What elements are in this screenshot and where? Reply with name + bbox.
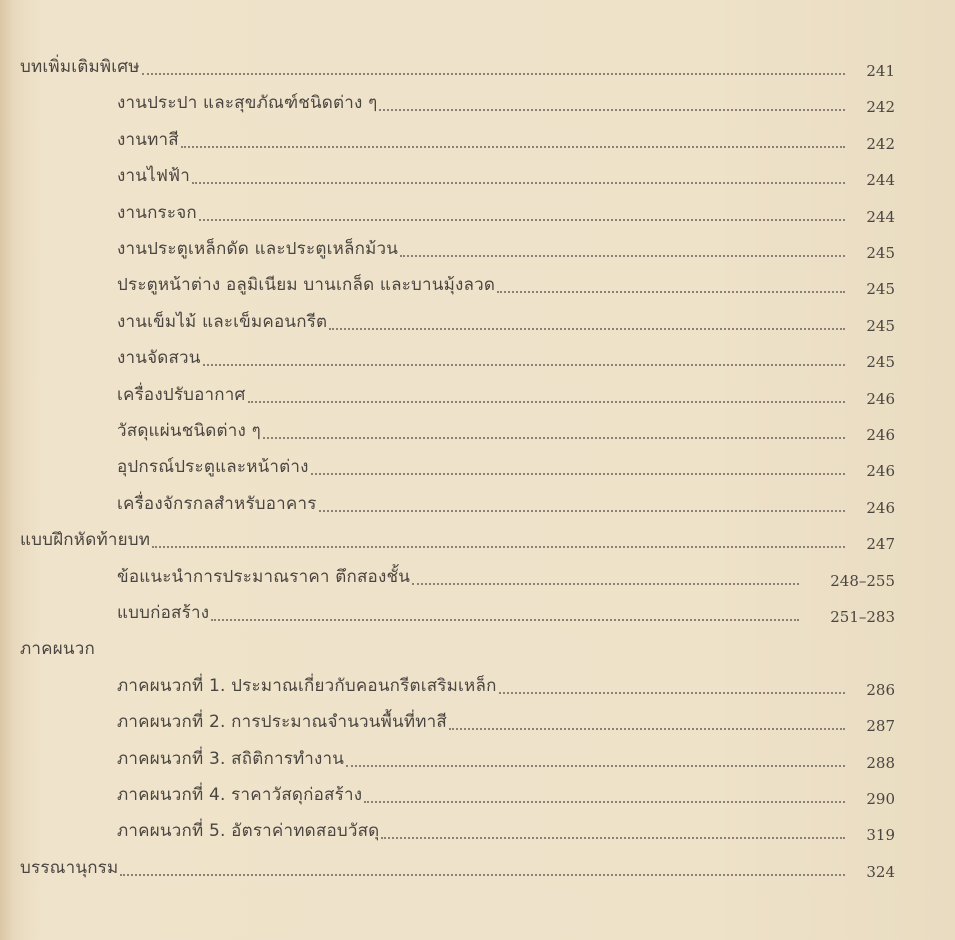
toc-entry-page: 245: [866, 353, 895, 372]
toc-entry: [0, 50, 955, 80]
toc-entry: [0, 159, 955, 189]
toc-entry-page: 251–283: [830, 608, 895, 626]
dot-leader: [346, 765, 845, 767]
toc-entry: [0, 123, 955, 153]
toc-entry: [0, 851, 955, 881]
dot-leader: [248, 401, 845, 403]
toc-entry-title: อุปกรณ์ประตูและหน้าต่าง: [117, 457, 309, 478]
toc-entry-title: แบบก่อสร้าง: [117, 603, 210, 623]
toc-entry-page: 286: [866, 680, 895, 699]
toc-entry-title: ข้อแนะนำการประมาณราคา ตึกสองชั้น: [117, 566, 411, 587]
toc-entry: [0, 268, 955, 298]
dot-leader: [263, 437, 845, 439]
dot-leader: [329, 328, 845, 330]
toc-entry-page: 288: [866, 753, 895, 772]
toc-entry-title: ประตูหน้าต่าง อลูมิเนียม บานเกล็ด และบานมุ้งลวด: [117, 275, 496, 296]
toc-entry-page: 246: [866, 389, 895, 408]
toc-entry: [0, 705, 955, 735]
toc-entry: [0, 414, 955, 444]
toc-entry: [0, 487, 955, 517]
dot-leader: [379, 109, 845, 111]
toc-entry-title: เครื่องจักรกลสำหรับอาคาร: [117, 493, 317, 514]
toc-entry: [0, 378, 955, 408]
dot-leader: [497, 291, 845, 293]
toc-entry-title: แบบฝึกหัดท้ายบท: [20, 530, 151, 551]
toc-entry: [0, 632, 955, 662]
toc-entry-page: 290: [866, 790, 895, 808]
toc-entry-title: งานจัดสวน: [117, 348, 201, 369]
toc-entry-title: บรรณานุกรม: [20, 857, 119, 878]
toc-entry-title: ภาคผนวกที่ 1. ประมาณเกี่ยวกับคอนกรีตเสริมเหล็ก: [117, 675, 497, 696]
toc-entry-page: 247: [866, 535, 895, 554]
toc-entry-page: 241: [866, 62, 895, 80]
toc-entry-title: งานทาสี: [117, 129, 179, 150]
toc-entry-title: งานประปา และสุขภัณฑ์ชนิดต่าง ๆ: [117, 93, 378, 114]
toc-entry-page: 324: [866, 862, 895, 881]
toc-entry-title: งานไฟฟ้า: [117, 166, 191, 187]
toc-entry: [0, 232, 955, 262]
toc-entry: [0, 341, 955, 371]
dot-leader: [412, 583, 799, 585]
dot-leader: [203, 364, 845, 366]
toc-entry-title: ภาคผนวกที่ 5. อัตราค่าทดสอบวัสดุ: [117, 821, 380, 842]
toc-entry-title: งานกระจก: [117, 202, 197, 223]
toc-entry-page: 245: [866, 316, 895, 335]
dot-leader: [449, 728, 845, 730]
dot-leader: [381, 837, 845, 839]
toc-entry-title: เครื่องปรับอากาศ: [117, 384, 246, 405]
toc-entry: [0, 778, 955, 808]
toc-entry-title: ภาคผนวกที่ 4. ราคาวัสดุก่อสร้าง: [117, 785, 363, 805]
toc-entry-page: 245: [866, 244, 895, 262]
toc-entry-page: 246: [866, 498, 895, 517]
toc-entry-title: วัสดุแผ่นชนิดต่าง ๆ: [117, 421, 261, 441]
toc-entry: [0, 450, 955, 480]
dot-leader: [319, 510, 845, 512]
toc-entry: [0, 596, 955, 626]
dot-leader: [142, 73, 845, 75]
toc-entry-title: ภาคผนวก: [20, 639, 95, 660]
toc-entry-page: 242: [866, 134, 895, 153]
dot-leader: [192, 182, 845, 184]
toc-entry-page: 244: [866, 171, 895, 190]
toc-entry: [0, 305, 955, 335]
toc-entry-page: 248–255: [830, 571, 895, 590]
toc-entry-page: 246: [866, 426, 895, 444]
toc-entry-page: 319: [866, 826, 895, 845]
dot-leader: [400, 255, 845, 257]
toc-entry: [0, 86, 955, 116]
toc-entry: [0, 742, 955, 772]
toc-entry: [0, 814, 955, 844]
toc-entry-title: งานเข็มไม้ และเข็มคอนกรีต: [117, 311, 328, 332]
dot-leader: [181, 146, 845, 148]
toc-entry-title: ภาคผนวกที่ 2. การประมาณจำนวนพื้นที่ทาสี: [117, 712, 447, 733]
toc-entry-title: งานประตูเหล็กดัด และประตูเหล็กม้วน: [117, 239, 399, 259]
toc-entry-page: 244: [866, 207, 895, 226]
toc-entry: [0, 669, 955, 699]
toc-entry-title: ภาคผนวกที่ 3. สถิติการทำงาน: [117, 748, 345, 769]
dot-leader: [120, 874, 845, 876]
toc-entry-page: 246: [866, 462, 895, 481]
dot-leader: [152, 546, 845, 548]
toc-entry-page: 242: [866, 98, 895, 117]
dot-leader: [311, 473, 845, 475]
dot-leader: [211, 619, 799, 621]
toc-entry-title: บทเพิ่มเติมพิเศษ: [20, 57, 140, 77]
toc-entry-page: 245: [866, 280, 895, 299]
dot-leader: [199, 219, 845, 221]
toc-entry: [0, 560, 955, 590]
dot-leader: [364, 801, 845, 803]
toc-entry: [0, 196, 955, 226]
toc-entry-page: 287: [866, 717, 895, 736]
toc-entry: [0, 523, 955, 553]
dot-leader: [499, 692, 845, 694]
